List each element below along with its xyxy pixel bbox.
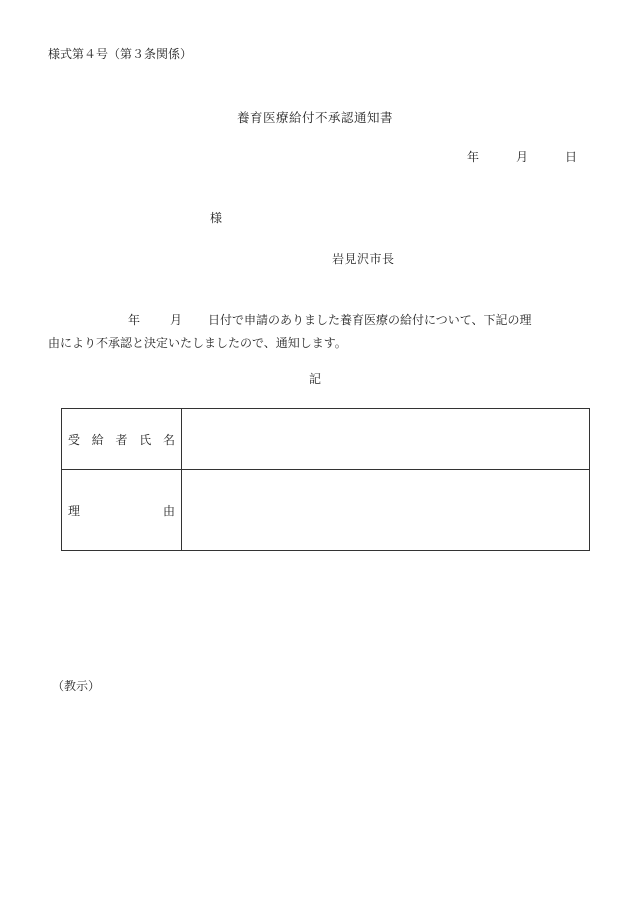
document-title: 養育医療給付不承認通知書 [236, 110, 393, 125]
body-line-1 [48, 309, 578, 332]
date-month: 月 [515, 150, 528, 164]
reason-label-char: 理 [68, 503, 81, 518]
recipient-label-char: 氏 [139, 432, 152, 447]
reason-label [62, 470, 182, 551]
body-line-2: 由により不承認と決定いたしましたので、通知します。 [48, 336, 347, 350]
recipient-label-char: 者 [115, 432, 128, 447]
recipient-label-char: 給 [91, 432, 104, 447]
reason-value-cell [182, 470, 590, 551]
detail-table [61, 408, 590, 551]
issuer-name: 岩見沢市長 [332, 252, 395, 266]
notice-body [48, 309, 578, 355]
body-year: 年 [128, 313, 141, 327]
issue-date [467, 148, 577, 165]
recipient-label-char: 名 [162, 432, 175, 447]
addressee-suffix: 様 [210, 211, 223, 225]
ki-heading: 記 [308, 372, 321, 386]
recipient-label [62, 409, 182, 470]
body-month: 月 [170, 313, 183, 327]
recipient-row [62, 409, 590, 470]
date-year: 年 [467, 150, 480, 164]
reason-row [62, 470, 590, 551]
reason-label-char: 由 [162, 503, 175, 518]
recipient-label-char: 受 [68, 432, 81, 447]
body-line-1-rest: 日付で申請のありました養育医療の給付について、下記の理 [208, 313, 532, 327]
date-day: 日 [564, 150, 577, 164]
recipient-value-cell [182, 409, 590, 470]
appeal-notice-heading: （教示） [52, 679, 101, 693]
form-number: 様式第４号（第３条関係） [48, 47, 193, 61]
